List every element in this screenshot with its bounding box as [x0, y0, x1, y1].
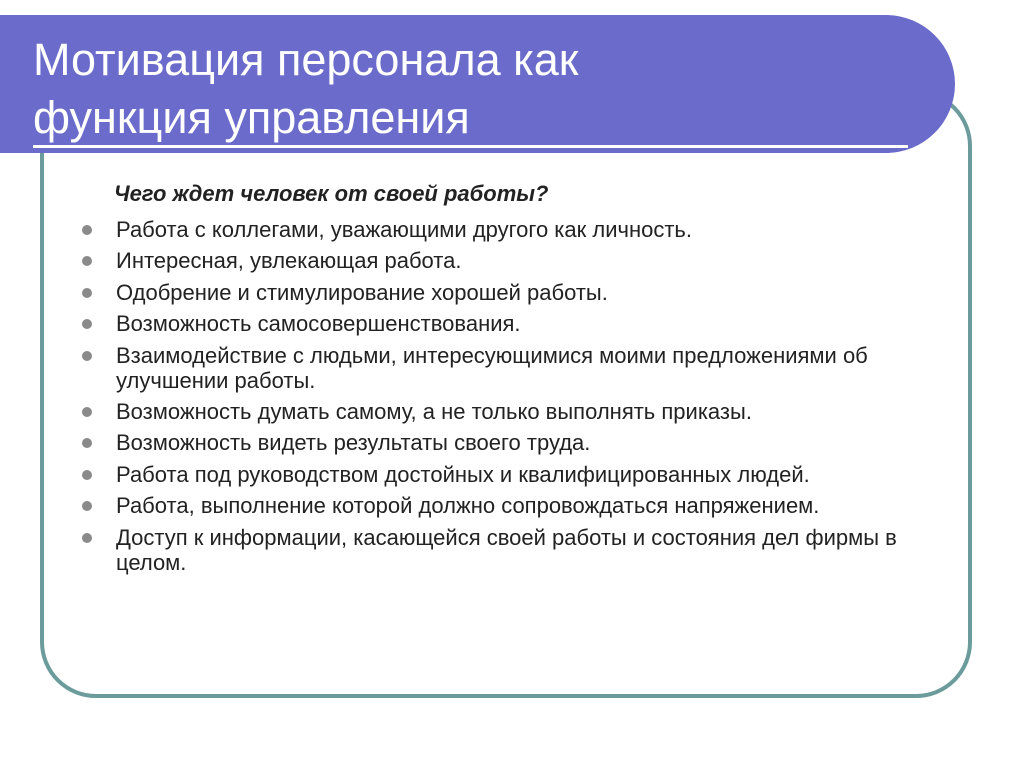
bullet-dot-icon: [82, 351, 92, 361]
bullet-dot-icon: [82, 288, 92, 298]
bullet-item: [80, 462, 960, 487]
bullet-dot-icon: [82, 438, 92, 448]
bullet-dot-icon: [82, 533, 92, 543]
slide-title-line-1: Мотивация персонала как: [33, 34, 579, 85]
bullet-item: [80, 525, 960, 575]
bullet-dot-icon: [82, 225, 92, 235]
bullet-item: [80, 343, 960, 393]
bullet-text: Одобрение и стимулирование хорошей работы.: [116, 279, 608, 305]
bullet-text: Возможность самосовершенствования.: [116, 311, 521, 337]
bullet-text: Возможность видеть результаты своего труда.: [116, 430, 591, 456]
bullet-item: [80, 430, 960, 455]
slide-title: [33, 31, 579, 147]
title-banner: [0, 15, 955, 153]
bullet-dot-icon: [82, 319, 92, 329]
slide-body: [80, 181, 960, 581]
question-heading: Чего ждет человек от своей работы?: [114, 181, 549, 206]
bullet-dot-icon: [82, 470, 92, 480]
bullet-item: [80, 311, 960, 336]
slide-title-line-2: функция управления: [33, 92, 470, 143]
bullet-text: Взаимодействие с людьми, интересующимися моими предложениями об улучшении работы.: [116, 342, 868, 393]
bullet-text: Работа, выполнение которой должно сопровождаться напряжением.: [116, 493, 820, 519]
bullet-dot-icon: [82, 407, 92, 417]
bullet-text: Работа под руководством достойных и квалифицированных людей.: [116, 461, 810, 487]
bullet-item: [80, 248, 960, 273]
title-underline: [33, 145, 908, 148]
bullet-text: Интересная, увлекающая работа.: [116, 248, 462, 274]
bullet-item: [80, 493, 960, 518]
bullet-text: Возможность думать самому, а не только выполнять приказы.: [116, 398, 752, 424]
bullet-text: Работа с коллегами, уважающими другого как личность.: [116, 217, 693, 242]
bullet-dot-icon: [82, 501, 92, 511]
bullet-list: [80, 217, 960, 575]
bullet-item: [80, 217, 960, 242]
bullet-text: Доступ к информации, касающейся своей работы и состояния дел фирмы в целом.: [116, 524, 897, 575]
bullet-item: [80, 280, 960, 305]
bullet-item: [80, 399, 960, 424]
bullet-dot-icon: [82, 256, 92, 266]
